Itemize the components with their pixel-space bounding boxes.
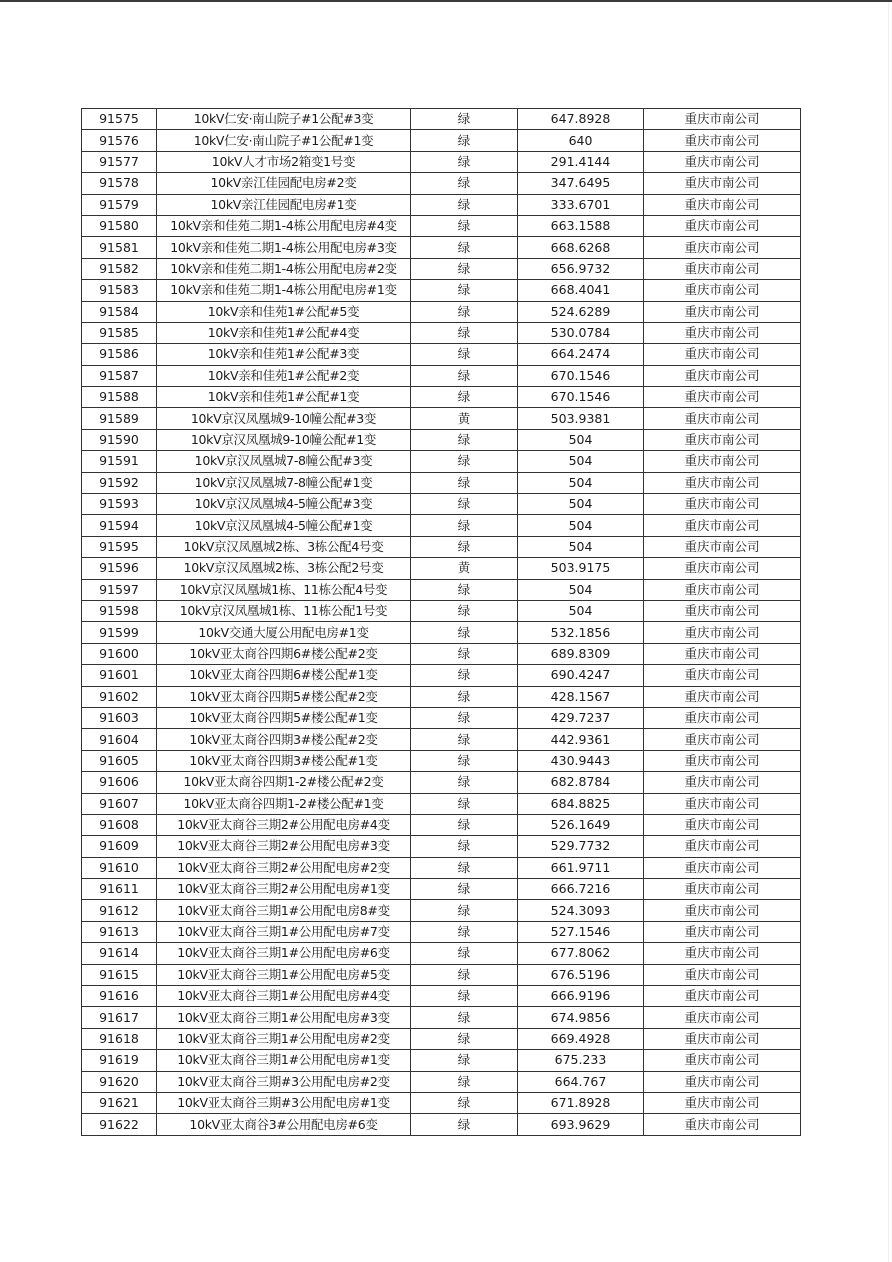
capacity-value-cell: 670.1546 (518, 365, 644, 386)
transformer-name-cell: 10kV亲和佳苑1#公配#4变 (157, 322, 411, 343)
status-cell: 绿 (411, 451, 518, 472)
capacity-value-cell: 504 (518, 579, 644, 600)
transformer-name-cell: 10kV亚太商谷三期1#公用配电房#1变 (157, 1050, 411, 1071)
company-cell: 重庆市南公司 (644, 494, 801, 515)
transformer-name-cell: 10kV亲和佳苑1#公配#3变 (157, 344, 411, 365)
capacity-value-cell: 664.2474 (518, 344, 644, 365)
row-id-cell: 91603 (82, 707, 157, 728)
company-cell: 重庆市南公司 (644, 536, 801, 557)
table-row (82, 729, 801, 750)
status-cell: 绿 (411, 879, 518, 900)
transformer-name-cell: 10kV京汉凤凰城1栋、11栋公配1号变 (157, 600, 411, 621)
table-row (82, 494, 801, 515)
capacity-value-cell: 674.9856 (518, 1007, 644, 1028)
row-id-cell: 91587 (82, 365, 157, 386)
company-cell: 重庆市南公司 (644, 215, 801, 236)
table-row (82, 194, 801, 215)
transformer-name-cell: 10kV亚太商谷四期6#楼公配#2变 (157, 643, 411, 664)
table-row (82, 579, 801, 600)
status-cell: 绿 (411, 215, 518, 236)
table-row (82, 1114, 801, 1135)
capacity-value-cell: 532.1856 (518, 622, 644, 643)
row-id-cell: 91613 (82, 921, 157, 942)
company-cell: 重庆市南公司 (644, 986, 801, 1007)
transformer-name-cell: 10kV亚太商谷三期2#公用配电房#1变 (157, 879, 411, 900)
row-id-cell: 91598 (82, 600, 157, 621)
table-row (82, 558, 801, 579)
transformer-name-cell: 10kV亚太商谷四期5#楼公配#1变 (157, 707, 411, 728)
row-id-cell: 91578 (82, 173, 157, 194)
capacity-value-cell: 668.4041 (518, 280, 644, 301)
company-cell: 重庆市南公司 (644, 173, 801, 194)
table-row (82, 130, 801, 151)
company-cell: 重庆市南公司 (644, 301, 801, 322)
transformer-name-cell: 10kV交通大厦公用配电房#1变 (157, 622, 411, 643)
capacity-value-cell: 647.8928 (518, 109, 644, 130)
capacity-value-cell: 661.9711 (518, 857, 644, 878)
status-cell: 绿 (411, 109, 518, 130)
company-cell: 重庆市南公司 (644, 686, 801, 707)
row-id-cell: 91619 (82, 1050, 157, 1071)
table-row (82, 237, 801, 258)
company-cell: 重庆市南公司 (644, 600, 801, 621)
status-cell: 绿 (411, 280, 518, 301)
company-cell: 重庆市南公司 (644, 387, 801, 408)
company-cell: 重庆市南公司 (644, 344, 801, 365)
capacity-value-cell: 504 (518, 494, 644, 515)
transformer-name-cell: 10kV亲江佳园配电房#1变 (157, 194, 411, 215)
transformer-name-cell: 10kV亚太商谷四期1-2#楼公配#1变 (157, 793, 411, 814)
capacity-value-cell: 527.1546 (518, 921, 644, 942)
status-cell: 绿 (411, 344, 518, 365)
table-row (82, 1007, 801, 1028)
table-row (82, 1028, 801, 1049)
status-cell: 绿 (411, 237, 518, 258)
company-cell: 重庆市南公司 (644, 836, 801, 857)
table-row (82, 921, 801, 942)
capacity-value-cell: 676.5196 (518, 964, 644, 985)
transformer-name-cell: 10kV亚太商谷三期1#公用配电房8#变 (157, 900, 411, 921)
status-cell: 绿 (411, 729, 518, 750)
company-cell: 重庆市南公司 (644, 1007, 801, 1028)
row-id-cell: 91621 (82, 1092, 157, 1113)
capacity-value-cell: 526.1649 (518, 814, 644, 835)
row-id-cell: 91593 (82, 494, 157, 515)
table-row (82, 879, 801, 900)
transformer-name-cell: 10kV亚太商谷3#公用配电房#6变 (157, 1114, 411, 1135)
capacity-value-cell: 504 (518, 600, 644, 621)
company-cell: 重庆市南公司 (644, 921, 801, 942)
status-cell: 绿 (411, 665, 518, 686)
transformer-name-cell: 10kV人才市场2箱变1号变 (157, 151, 411, 172)
company-cell: 重庆市南公司 (644, 665, 801, 686)
status-cell: 绿 (411, 194, 518, 215)
table-row (82, 387, 801, 408)
capacity-value-cell: 504 (518, 472, 644, 493)
status-cell: 绿 (411, 857, 518, 878)
transformer-name-cell: 10kV京汉凤凰城1栋、11栋公配4号变 (157, 579, 411, 600)
capacity-value-cell: 291.4144 (518, 151, 644, 172)
capacity-value-cell: 524.3093 (518, 900, 644, 921)
capacity-value-cell: 640 (518, 130, 644, 151)
status-cell: 绿 (411, 301, 518, 322)
capacity-value-cell: 671.8928 (518, 1092, 644, 1113)
capacity-value-cell: 666.7216 (518, 879, 644, 900)
row-id-cell: 91596 (82, 558, 157, 579)
row-id-cell: 91607 (82, 793, 157, 814)
status-cell: 绿 (411, 173, 518, 194)
company-cell: 重庆市南公司 (644, 707, 801, 728)
status-cell: 绿 (411, 793, 518, 814)
capacity-value-cell: 430.9443 (518, 750, 644, 771)
row-id-cell: 91582 (82, 258, 157, 279)
page-right-edge (888, 2, 889, 1262)
status-cell: 绿 (411, 130, 518, 151)
company-cell: 重庆市南公司 (644, 365, 801, 386)
row-id-cell: 91592 (82, 472, 157, 493)
capacity-value-cell: 675.233 (518, 1050, 644, 1071)
transformer-name-cell: 10kV亲和佳苑1#公配#2变 (157, 365, 411, 386)
table-row (82, 1092, 801, 1113)
company-cell: 重庆市南公司 (644, 451, 801, 472)
transformer-name-cell: 10kV京汉凤凰城2栋、3栋公配4号变 (157, 536, 411, 557)
company-cell: 重庆市南公司 (644, 472, 801, 493)
table-row (82, 686, 801, 707)
table-row (82, 643, 801, 664)
table-row (82, 943, 801, 964)
company-cell: 重庆市南公司 (644, 429, 801, 450)
capacity-value-cell: 684.8825 (518, 793, 644, 814)
company-cell: 重庆市南公司 (644, 1092, 801, 1113)
company-cell: 重庆市南公司 (644, 857, 801, 878)
table-row (82, 515, 801, 536)
status-cell: 绿 (411, 472, 518, 493)
transformer-name-cell: 10kV亚太商谷三期2#公用配电房#4变 (157, 814, 411, 835)
company-cell: 重庆市南公司 (644, 515, 801, 536)
transformer-name-cell: 10kV亚太商谷三期1#公用配电房#3变 (157, 1007, 411, 1028)
transformer-name-cell: 10kV亚太商谷三期1#公用配电房#5变 (157, 964, 411, 985)
status-cell: 黄 (411, 558, 518, 579)
table-row (82, 536, 801, 557)
company-cell: 重庆市南公司 (644, 322, 801, 343)
status-cell: 绿 (411, 836, 518, 857)
status-cell: 绿 (411, 772, 518, 793)
capacity-value-cell: 503.9175 (518, 558, 644, 579)
transformer-name-cell: 10kV亚太商谷四期3#楼公配#2变 (157, 729, 411, 750)
capacity-value-cell: 428.1567 (518, 686, 644, 707)
transformer-name-cell: 10kV亚太商谷三期2#公用配电房#2变 (157, 857, 411, 878)
transformer-name-cell: 10kV亚太商谷三期#3公用配电房#1变 (157, 1092, 411, 1113)
transformer-name-cell: 10kV亲和佳苑1#公配#1变 (157, 387, 411, 408)
transformer-name-cell: 10kV亲和佳苑二期1-4栋公用配电房#3变 (157, 237, 411, 258)
capacity-value-cell: 504 (518, 536, 644, 557)
table-row (82, 258, 801, 279)
capacity-value-cell: 669.4928 (518, 1028, 644, 1049)
status-cell: 绿 (411, 1114, 518, 1135)
status-cell: 绿 (411, 515, 518, 536)
status-cell: 绿 (411, 579, 518, 600)
table-row (82, 750, 801, 771)
capacity-value-cell: 504 (518, 451, 644, 472)
row-id-cell: 91594 (82, 515, 157, 536)
company-cell: 重庆市南公司 (644, 1114, 801, 1135)
status-cell: 绿 (411, 258, 518, 279)
transformer-name-cell: 10kV亚太商谷四期6#楼公配#1变 (157, 665, 411, 686)
transformer-name-cell: 10kV京汉凤凰城7-8幢公配#1变 (157, 472, 411, 493)
status-cell: 绿 (411, 600, 518, 621)
capacity-value-cell: 663.1588 (518, 215, 644, 236)
row-id-cell: 91584 (82, 301, 157, 322)
company-cell: 重庆市南公司 (644, 1071, 801, 1092)
table-body (82, 109, 801, 1136)
table-row (82, 344, 801, 365)
company-cell: 重庆市南公司 (644, 237, 801, 258)
status-cell: 绿 (411, 322, 518, 343)
row-id-cell: 91583 (82, 280, 157, 301)
row-id-cell: 91579 (82, 194, 157, 215)
capacity-value-cell: 524.6289 (518, 301, 644, 322)
row-id-cell: 91616 (82, 986, 157, 1007)
capacity-value-cell: 347.6495 (518, 173, 644, 194)
capacity-value-cell: 442.9361 (518, 729, 644, 750)
row-id-cell: 91581 (82, 237, 157, 258)
table-row (82, 707, 801, 728)
table-row (82, 857, 801, 878)
page-top-border (0, 0, 892, 2)
transformer-name-cell: 10kV仁安·南山院子#1公配#1变 (157, 130, 411, 151)
row-id-cell: 91589 (82, 408, 157, 429)
row-id-cell: 91588 (82, 387, 157, 408)
row-id-cell: 91585 (82, 322, 157, 343)
row-id-cell: 91586 (82, 344, 157, 365)
row-id-cell: 91576 (82, 130, 157, 151)
transformer-name-cell: 10kV亚太商谷三期1#公用配电房#7变 (157, 921, 411, 942)
transformer-name-cell: 10kV亚太商谷三期1#公用配电房#6变 (157, 943, 411, 964)
transformer-name-cell: 10kV亲和佳苑二期1-4栋公用配电房#1变 (157, 280, 411, 301)
status-cell: 绿 (411, 1028, 518, 1049)
transformer-name-cell: 10kV亚太商谷三期2#公用配电房#3变 (157, 836, 411, 857)
status-cell: 绿 (411, 707, 518, 728)
status-cell: 绿 (411, 365, 518, 386)
transformer-name-cell: 10kV亚太商谷四期3#楼公配#1变 (157, 750, 411, 771)
company-cell: 重庆市南公司 (644, 750, 801, 771)
capacity-value-cell: 504 (518, 429, 644, 450)
table-row (82, 793, 801, 814)
transformer-name-cell: 10kV亲和佳苑二期1-4栋公用配电房#4变 (157, 215, 411, 236)
table-row (82, 986, 801, 1007)
status-cell: 绿 (411, 943, 518, 964)
row-id-cell: 91599 (82, 622, 157, 643)
transformer-name-cell: 10kV亚太商谷四期1-2#楼公配#2变 (157, 772, 411, 793)
capacity-value-cell: 668.6268 (518, 237, 644, 258)
company-cell: 重庆市南公司 (644, 109, 801, 130)
status-cell: 绿 (411, 964, 518, 985)
transformer-name-cell: 10kV仁安·南山院子#1公配#3变 (157, 109, 411, 130)
capacity-value-cell: 693.9629 (518, 1114, 644, 1135)
row-id-cell: 91612 (82, 900, 157, 921)
table-row (82, 814, 801, 835)
transformer-name-cell: 10kV亚太商谷三期1#公用配电房#2变 (157, 1028, 411, 1049)
transformer-name-cell: 10kV亚太商谷三期1#公用配电房#4变 (157, 986, 411, 1007)
company-cell: 重庆市南公司 (644, 900, 801, 921)
transformer-name-cell: 10kV京汉凤凰城4-5幢公配#3变 (157, 494, 411, 515)
company-cell: 重庆市南公司 (644, 1050, 801, 1071)
capacity-value-cell: 690.4247 (518, 665, 644, 686)
row-id-cell: 91620 (82, 1071, 157, 1092)
capacity-value-cell: 666.9196 (518, 986, 644, 1007)
transformer-name-cell: 10kV京汉凤凰城2栋、3栋公配2号变 (157, 558, 411, 579)
table-row (82, 365, 801, 386)
company-cell: 重庆市南公司 (644, 151, 801, 172)
status-cell: 绿 (411, 1007, 518, 1028)
table-row (82, 665, 801, 686)
company-cell: 重庆市南公司 (644, 943, 801, 964)
transformer-capacity-table (81, 108, 801, 1136)
table-row (82, 301, 801, 322)
row-id-cell: 91614 (82, 943, 157, 964)
table-row (82, 322, 801, 343)
company-cell: 重庆市南公司 (644, 643, 801, 664)
table-row (82, 600, 801, 621)
company-cell: 重庆市南公司 (644, 814, 801, 835)
status-cell: 绿 (411, 622, 518, 643)
status-cell: 绿 (411, 686, 518, 707)
status-cell: 绿 (411, 986, 518, 1007)
table-row (82, 215, 801, 236)
row-id-cell: 91610 (82, 857, 157, 878)
table-row (82, 1050, 801, 1071)
row-id-cell: 91615 (82, 964, 157, 985)
table-row (82, 472, 801, 493)
row-id-cell: 91591 (82, 451, 157, 472)
company-cell: 重庆市南公司 (644, 194, 801, 215)
table-row (82, 1071, 801, 1092)
transformer-name-cell: 10kV亲和佳苑二期1-4栋公用配电房#2变 (157, 258, 411, 279)
company-cell: 重庆市南公司 (644, 964, 801, 985)
status-cell: 绿 (411, 900, 518, 921)
row-id-cell: 91590 (82, 429, 157, 450)
transformer-name-cell: 10kV京汉凤凰城9-10幢公配#3变 (157, 408, 411, 429)
row-id-cell: 91622 (82, 1114, 157, 1135)
status-cell: 绿 (411, 1050, 518, 1071)
status-cell: 绿 (411, 921, 518, 942)
company-cell: 重庆市南公司 (644, 622, 801, 643)
row-id-cell: 91580 (82, 215, 157, 236)
table-row (82, 173, 801, 194)
status-cell: 绿 (411, 536, 518, 557)
table-row (82, 451, 801, 472)
company-cell: 重庆市南公司 (644, 879, 801, 900)
company-cell: 重庆市南公司 (644, 258, 801, 279)
row-id-cell: 91618 (82, 1028, 157, 1049)
row-id-cell: 91597 (82, 579, 157, 600)
table-row (82, 900, 801, 921)
transformer-name-cell: 10kV亚太商谷四期5#楼公配#2变 (157, 686, 411, 707)
status-cell: 绿 (411, 429, 518, 450)
capacity-value-cell: 689.8309 (518, 643, 644, 664)
transformer-name-cell: 10kV亲和佳苑1#公配#5变 (157, 301, 411, 322)
company-cell: 重庆市南公司 (644, 280, 801, 301)
row-id-cell: 91606 (82, 772, 157, 793)
capacity-value-cell: 664.767 (518, 1071, 644, 1092)
transformer-name-cell: 10kV亚太商谷三期#3公用配电房#2变 (157, 1071, 411, 1092)
row-id-cell: 91617 (82, 1007, 157, 1028)
table-row (82, 772, 801, 793)
status-cell: 绿 (411, 151, 518, 172)
status-cell: 绿 (411, 643, 518, 664)
capacity-value-cell: 656.9732 (518, 258, 644, 279)
company-cell: 重庆市南公司 (644, 130, 801, 151)
capacity-value-cell: 333.6701 (518, 194, 644, 215)
table-row (82, 109, 801, 130)
company-cell: 重庆市南公司 (644, 793, 801, 814)
transformer-name-cell: 10kV亲江佳园配电房#2变 (157, 173, 411, 194)
status-cell: 绿 (411, 1071, 518, 1092)
status-cell: 绿 (411, 750, 518, 771)
table-row (82, 429, 801, 450)
table-row (82, 836, 801, 857)
row-id-cell: 91608 (82, 814, 157, 835)
transformer-name-cell: 10kV京汉凤凰城4-5幢公配#1变 (157, 515, 411, 536)
row-id-cell: 91609 (82, 836, 157, 857)
status-cell: 黄 (411, 408, 518, 429)
transformer-name-cell: 10kV京汉凤凰城9-10幢公配#1变 (157, 429, 411, 450)
company-cell: 重庆市南公司 (644, 558, 801, 579)
capacity-value-cell: 677.8062 (518, 943, 644, 964)
capacity-value-cell: 530.0784 (518, 322, 644, 343)
table-row (82, 964, 801, 985)
company-cell: 重庆市南公司 (644, 408, 801, 429)
status-cell: 绿 (411, 387, 518, 408)
table-row (82, 622, 801, 643)
transformer-name-cell: 10kV京汉凤凰城7-8幢公配#3变 (157, 451, 411, 472)
capacity-value-cell: 682.8784 (518, 772, 644, 793)
table-row (82, 280, 801, 301)
company-cell: 重庆市南公司 (644, 579, 801, 600)
row-id-cell: 91601 (82, 665, 157, 686)
table-row (82, 408, 801, 429)
status-cell: 绿 (411, 494, 518, 515)
row-id-cell: 91595 (82, 536, 157, 557)
company-cell: 重庆市南公司 (644, 1028, 801, 1049)
capacity-value-cell: 529.7732 (518, 836, 644, 857)
row-id-cell: 91604 (82, 729, 157, 750)
company-cell: 重庆市南公司 (644, 729, 801, 750)
capacity-value-cell: 670.1546 (518, 387, 644, 408)
row-id-cell: 91600 (82, 643, 157, 664)
row-id-cell: 91611 (82, 879, 157, 900)
row-id-cell: 91602 (82, 686, 157, 707)
row-id-cell: 91577 (82, 151, 157, 172)
capacity-value-cell: 429.7237 (518, 707, 644, 728)
status-cell: 绿 (411, 814, 518, 835)
row-id-cell: 91575 (82, 109, 157, 130)
status-cell: 绿 (411, 1092, 518, 1113)
table-row (82, 151, 801, 172)
company-cell: 重庆市南公司 (644, 772, 801, 793)
capacity-value-cell: 504 (518, 515, 644, 536)
row-id-cell: 91605 (82, 750, 157, 771)
capacity-value-cell: 503.9381 (518, 408, 644, 429)
